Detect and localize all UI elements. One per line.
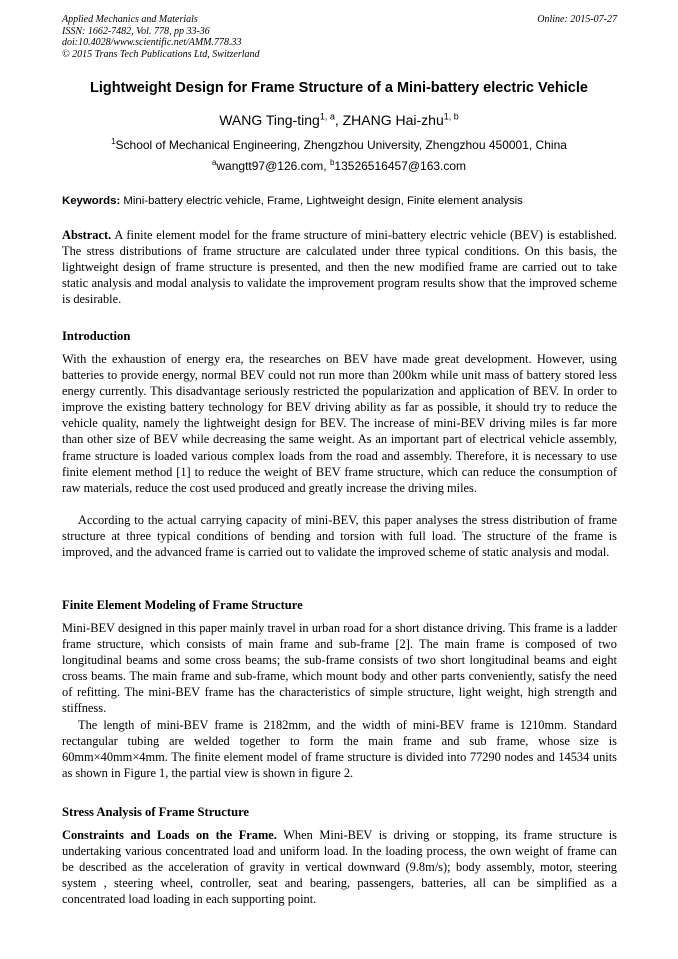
fem-paragraph-1: Mini-BEV designed in this paper mainly travel in urban road for a short distance driving. This frame is a ladder frame structure, which consists of main frame and sub-frame [2]. The main frame is composed of two longitudinal beams and some cross beams; the sub-frame consists of two short longitudinal beams and eight cross beams. The main frame and sub-frame, which mount body and other parts conveniently, satisfy the need of refitting. The mini-BEV frame has the characteristics of simple structure, light weight, high strength and stiffness. [62,621,617,716]
author-2-affil-mark: 1, b [443,111,459,122]
affiliation-text: School of Mechanical Engineering, Zhengzhou University, Zhengzhou 450001, China [115,138,567,152]
abstract-label: Abstract. [62,228,112,242]
email-b-mark: b [329,158,335,167]
author-separator: , [334,112,343,128]
issn-line: ISSN: 1662-7482, Vol. 778, pp 33-36 [62,25,210,37]
author-1: WANG Ting-ting [219,112,320,128]
email-line [40,159,638,173]
intro-paragraph-2: According to the actual carrying capacity of mini-BEV, this paper analyses the stress distribution of frame structure at three typical conditions of bending and torsion with full load. The structure of the frame is improved, and the advanced frame is carried out to validate the improved scheme of static analysis and modal. [62,513,617,560]
stress-paragraph-1 [62,827,617,907]
intro-paragraph-1: With the exhaustion of energy era, the researches on BEV have made great development. However, using batteries to provide energy, normal BEV could not run more than 200km while unit mass of battery stored less energy currently. This disadvantage seriously restricted the popularization and application of BEV. In order to improve the existing battery technology for BEV driving ability as far as possible, it should try to reduce the vehicle quality, namely the lightweight design for BEV. The increase of mini-BEV driving miles is far more than other size of BEV while decreasing the same weight. As an important part of electrical vehicle assembly, frame structure is loaded various complex loads from the road and assembly. Therefore, it is necessary to use finite element method [1] to reduce the weight of BEV frame structure, which can reduce the consumption of raw materials, reduce the cost used produced and greatly increase the driving miles. [62,352,617,495]
section-heading-fem: Finite Element Modeling of Frame Structure [62,598,303,612]
abstract-text: A finite element model for the frame structure of mini-battery electric vehicle (BEV) is established. The stress distributions of frame structure are calculated under three typical conditions. On this basis, the lightweight design of frame structure is presented, and then the new modified frame are carried out to take static analysis and modal analysis to validate the improvement program results show that the improved scheme is desirable. [62,228,617,307]
stress-paragraph-text: When Mini-BEV is driving or stopping, its frame structure is undertaking various concentrated load and uniform load. In the loading process, the own weight of frame can be described as the acceleration of gravity in vertical downward (9.8m/s); body assembly, motor, steering system , steering wheel, controller, seat and bearing, passengers, batteries, all can be simplified as a concentrated load loading in each supporting point. [62,828,617,907]
affiliation [40,138,638,152]
author-1-affil-mark: 1, a [319,111,335,122]
online-date: Online: 2015-07-27 [537,14,617,25]
keywords-text: Mini-battery electric vehicle, Frame, Lightweight design, Finite element analysis [120,195,523,207]
section-heading-introduction: Introduction [62,329,131,343]
email-a-mark: a [211,158,217,167]
copyright-line: © 2015 Trans Tech Publications Ltd, Switzerland [62,48,260,60]
email-a: wangtt97@126.com, [216,159,330,173]
journal-name: Applied Mechanics and Materials [62,14,198,25]
affiliation-mark: 1 [111,137,116,146]
doi-line: doi:10.4028/www.scientific.net/AMM.778.33 [62,37,242,48]
journal-header [62,14,617,60]
author-2: ZHANG Hai-zhu [342,112,444,128]
keywords-line [62,195,617,207]
email-b: 13526516457@163.com [334,159,467,173]
keywords-label: Keywords: [62,195,121,207]
fem-paragraph-2: The length of mini-BEV frame is 2182mm, and the width of mini-BEV frame is 1210mm. Standard rectangular tubing are welded together to form the main frame and sub frame, whose size is 60mm×40mm×4mm. The finite element model of frame structure is divided into 77290 nodes and 14534 units as shown in Figure 1, the partial view is shown in figure 2. [62,718,617,781]
paper-title: Lightweight Design for Frame Structure of a Mini-battery electric Vehicle [90,80,588,96]
section-heading-stress: Stress Analysis of Frame Structure [62,805,250,819]
stress-subheading: Constraints and Loads on the Frame. [62,828,277,842]
author-line [40,112,638,128]
abstract-paragraph [62,227,617,307]
